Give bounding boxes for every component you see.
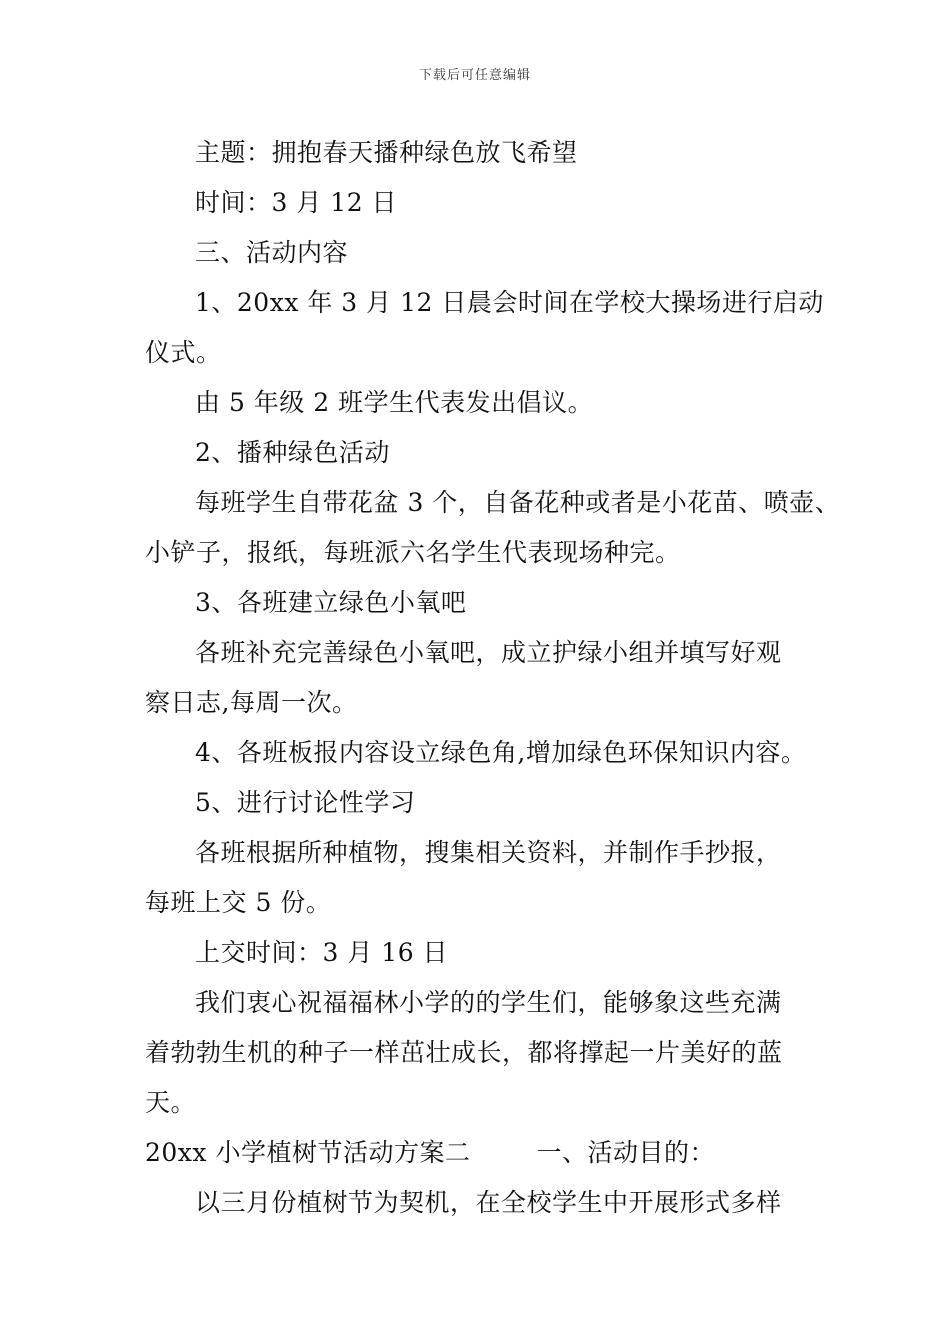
item-heading: 5、进行讨论性学习 <box>195 788 416 817</box>
section-title: 20xx 小学植树节活动方案二 <box>145 1138 471 1167</box>
item-heading: 3、各班建立绿色小氧吧 <box>195 588 467 617</box>
paragraph-line: 各班补充完善绿色小氧吧，成立护绿小组并填写好观 <box>195 638 782 667</box>
paragraph-line: 各班根据所种植物，搜集相关资料，并制作手抄报， <box>195 838 782 867</box>
theme-line: 主题：拥抱春天播种绿色放飞希望 <box>195 138 578 167</box>
item-heading: 4、各班板报内容设立绿色角,增加绿色环保知识内容。 <box>195 738 807 767</box>
paragraph-line: 1、20xx 年 3 月 12 日晨会时间在学校大操场进行启动 <box>195 288 824 317</box>
paragraph-line: 天。 <box>145 1088 197 1117</box>
paragraph-line: 每班学生自带花盆 3 个，自备花种或者是小花苗、喷壶、 <box>195 488 841 517</box>
paragraph-line: 我们衷心祝福福林小学的的学生们，能够象这些充满 <box>195 988 782 1017</box>
page-header-note: 下载后可任意编辑 <box>418 68 531 83</box>
paragraph-line: 由 5 年级 2 班学生代表发出倡议。 <box>195 388 594 417</box>
section-heading-activity-content: 三、活动内容 <box>195 238 349 267</box>
paragraph-line: 着勃勃生机的种子一样茁壮成长，都将撑起一片美好的蓝 <box>145 1038 783 1067</box>
section-heading-purpose: 一、活动目的： <box>536 1138 715 1167</box>
paragraph-line: 察日志,每周一次。 <box>145 688 358 717</box>
paragraph-line: 小铲子，报纸，每班派六名学生代表现场种完。 <box>145 538 681 567</box>
section-title-line <box>145 1128 810 1178</box>
paragraph-line: 以三月份植树节为契机，在全校学生中开展形式多样 <box>195 1188 782 1217</box>
paragraph-line: 仪式。 <box>145 338 222 367</box>
document-body <box>145 128 841 1228</box>
item-heading: 2、播种绿色活动 <box>195 438 390 467</box>
time-line: 时间：3 月 12 日 <box>195 188 398 217</box>
paragraph-line: 每班上交 5 份。 <box>145 888 332 917</box>
paragraph-line: 上交时间：3 月 16 日 <box>195 938 449 967</box>
